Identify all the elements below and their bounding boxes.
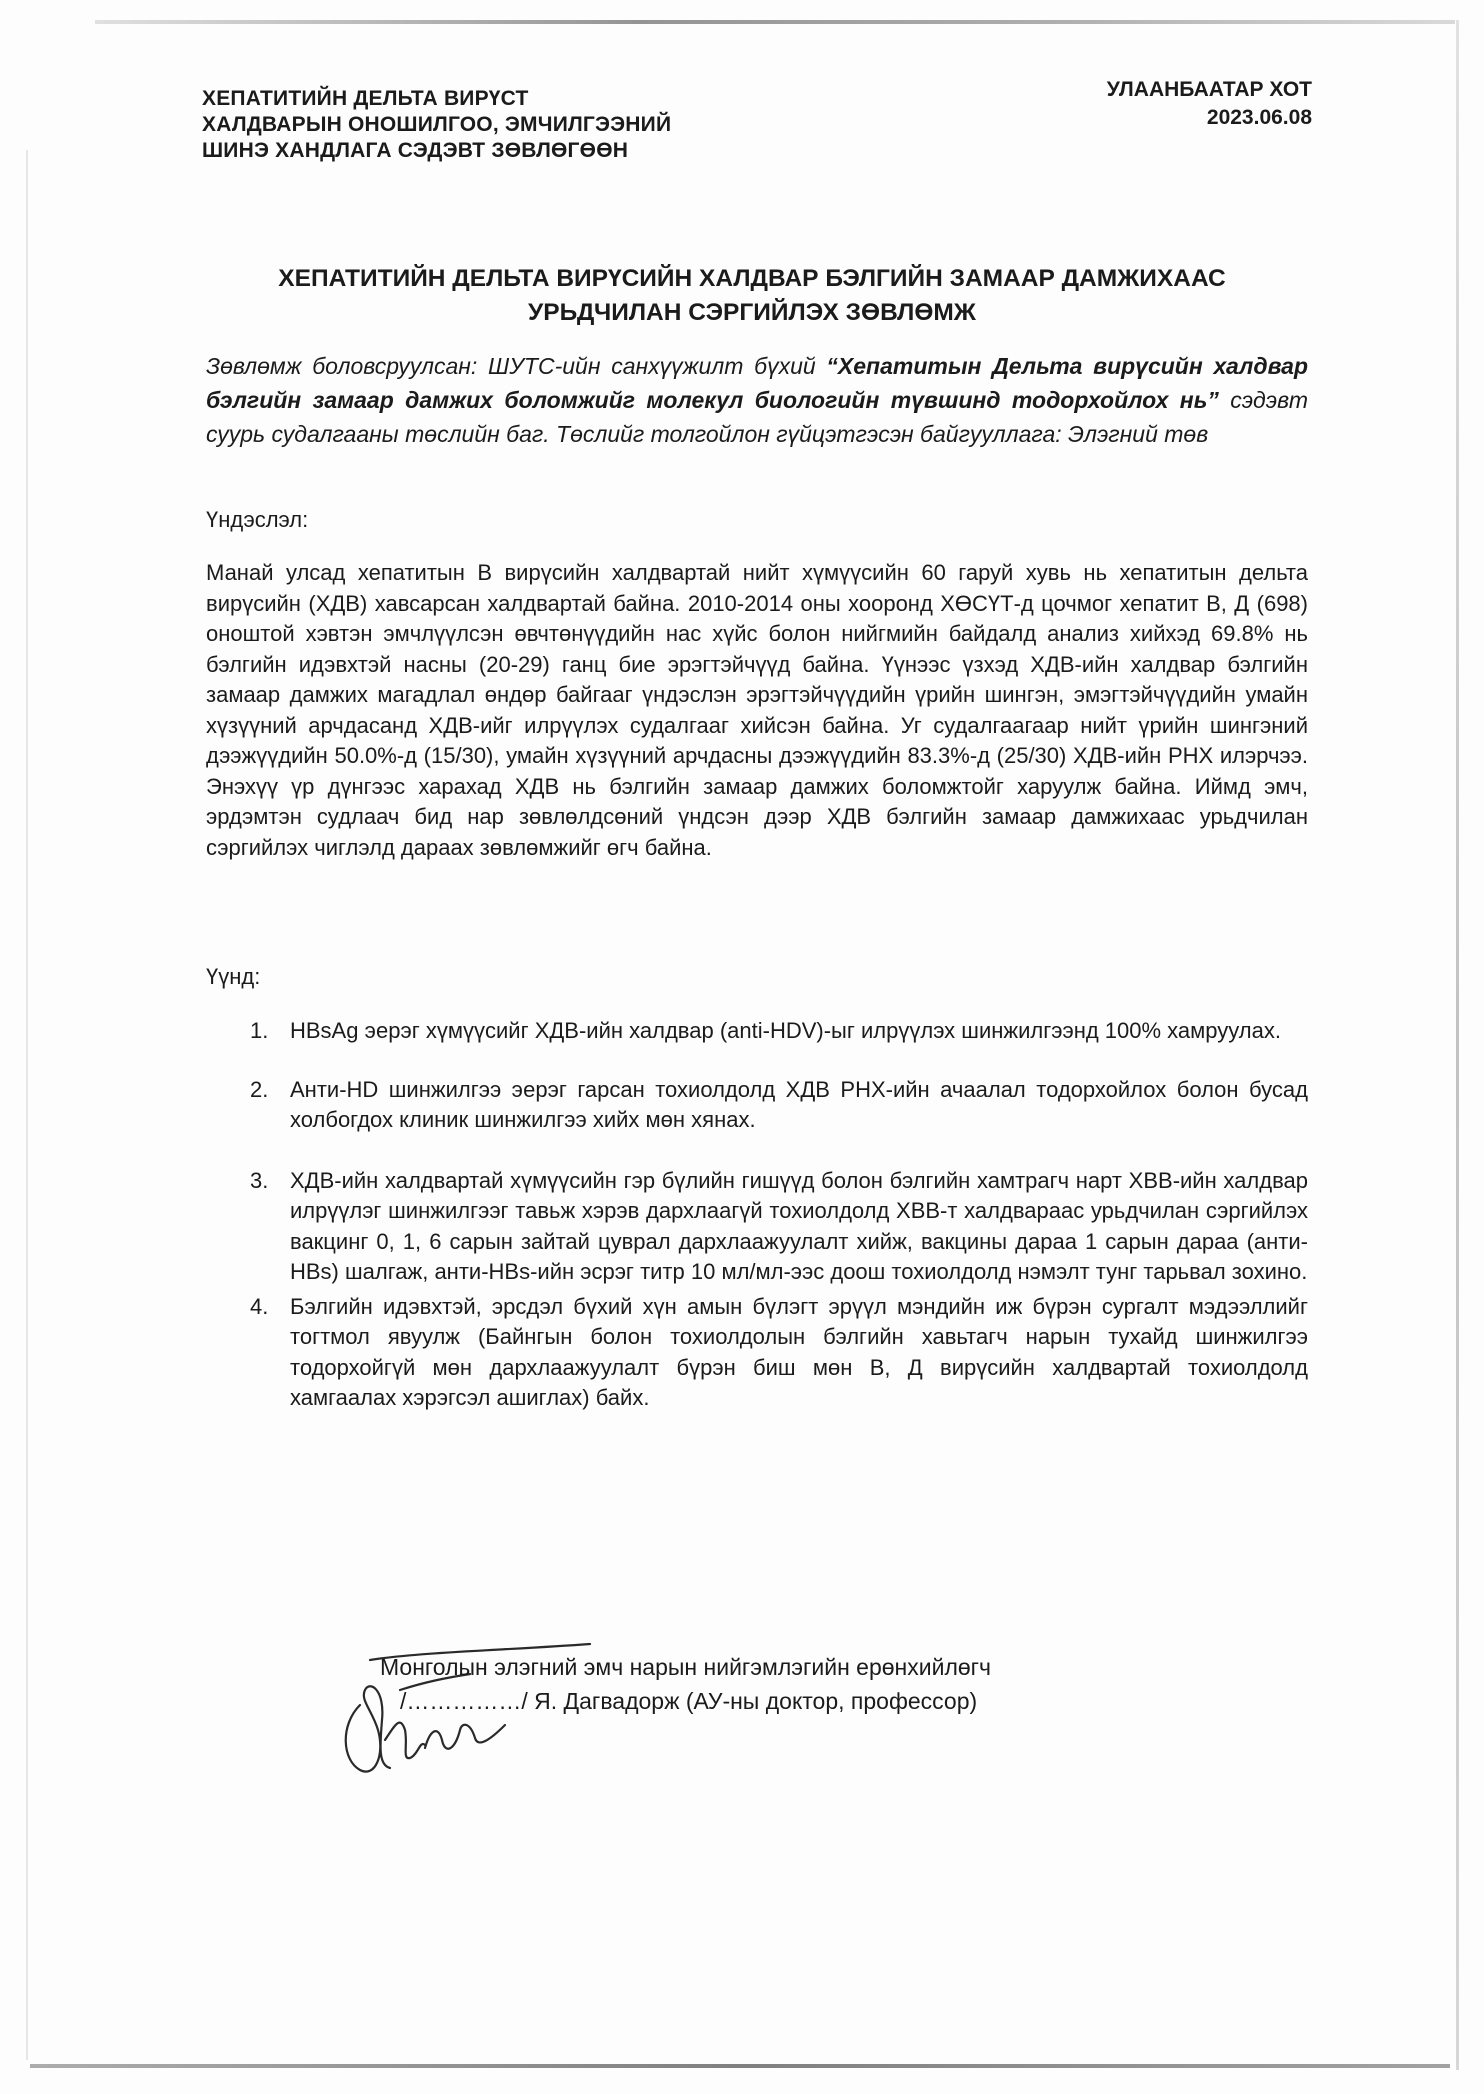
recommendations-list	[250, 1016, 1308, 1414]
org-line-1: ХЕПАТИТИЙН ДЕЛЬТА ВИРҮСТ	[202, 87, 529, 110]
signatory-name: /……………/ Я. Дагвадорж (АУ-ны доктор, профессор)	[400, 1688, 978, 1714]
title-line-1: ХЕПАТИТИЙН ДЕЛЬТА ВИРҮСИЙН ХАЛДВАР БЭЛГИЙН ЗАМААР ДАМЖИХААС	[278, 265, 1226, 292]
org-line-2: ХАЛДВАРЫН ОНОШИЛГОО, ЭМЧИЛГЭЭНИЙ	[202, 113, 672, 136]
item-text: ХДВ-ийн халдвартай хүмүүсийн гэр бүлийн гишүүд болон бэлгийн хамтрагч нарт ХВВ-ийн халдвар илрүүлэг шинжилгээг тавьж хэрэв дархлаагүй тохиолдолд ХВВ-т халдвараас урьдчилан сэргийлэх вакцинг 0, 1, 6 сарын зайтай цуврал дархлаажуулалт хийж, вакцины дараа 1 сарын дараа (анти-HBs) шалгаж, анти-HBs-ийн эсрэг титр 10 мл/мл-ээс доош тохиолдолд нэмэлт тунг тарьвал зохино.	[290, 1167, 1308, 1284]
signatory-title: Монголын элэгний эмч нарын нийгэмлэгийн ерөнхийлөгч	[380, 1654, 992, 1680]
signature-block	[380, 1650, 991, 1718]
list-item	[250, 1166, 1308, 1288]
scan-edge-left	[26, 150, 28, 2060]
item-text: Бэлгийн идэвхтэй, эрсдэл бүхий хүн амын бүлэгт эрүүл мэндийн иж бүрэн сургалт мэдээллийг тогтмол явуулж (Байнгын болон тохиолдолын бэлгийн хавьтагч нарын тухайд шинжилгээ тодорхойгүй мөн дархлаажуулалт бүрэн биш мөн В, Д вирүсийн халдвартай тохиолдолд хамгаалах хэрэгсэл ашиглах) байх.	[290, 1293, 1308, 1410]
authors-suffix: сэдэвт суурь судалгааны төслийн баг. Төслийг толгойлон гүйцэтгэсэн байгууллага: Элэгний төв	[206, 387, 1308, 447]
list-item	[250, 1075, 1308, 1136]
document-title	[200, 262, 1304, 330]
rationale-label: Үндэслэл:	[206, 507, 309, 532]
organization-header	[202, 86, 671, 164]
scan-edge-right	[1456, 20, 1459, 2070]
scan-edge-top	[95, 20, 1455, 24]
recommendations-label: Үүнд:	[206, 964, 261, 989]
list-item	[250, 1016, 1308, 1047]
item-number: 4.	[250, 1293, 269, 1319]
item-text: HBsAg эерэг хүмүүсийг ХДВ-ийн халдвар (anti-HDV)-ыг илрүүлэх шинжилгээнд 100% хамруулах.	[290, 1018, 1281, 1043]
title-line-2: УРЬДЧИЛАН СЭРГИЙЛЭХ ЗӨВЛӨМЖ	[528, 299, 976, 326]
project-title: “Хепатитын Дельта вирүсийн халдвар бэлгийн замаар дамжих боломжийг молекул биологийн түвшинд тодорхойлох нь”	[206, 353, 1308, 413]
rationale-paragraph: Манай улсад хепатитын В вирүсийн халдвартай нийт хүмүүсийн 60 гаруй хувь нь хепатитын дельта вирүсийн (ХДВ) хавсарсан халдвартай байна. 2010-2014 оны хооронд ХӨСҮТ-д цочмог хепатит В, Д (698) оноштой хэвтэн эмчлүүлсэн өвчтөнүүдийн нас хүйс болон нийгмийн байдалд анализ хийхэд 69.8% нь бэлгийн идэвхтэй насны (20-29) ганц бие эрэгтэйчүүд байна. Үүнээс үзхэд ХДВ-ийн халдвар бэлгийн замаар дамжих магадлал өндөр байгааг үндэслэн эрэгтэйчүүдийн үрийн шингэн, эмэгтэйчүүдийн умайн хүзүүний арчдасанд ХДВ-ийг илрүүлэх судалгааг хийсэн байна. Уг судалгаагаар нийт үрийн шингэний дээжүүдийн 50.0%-д (15/30), умайн хүзүүний арчдасны дээжүүдийн 83.3%-д (25/30) ХДВ-ийн РНХ илэрчээ. Энэхүү үр дүнгээс харахад ХДВ нь бэлгийн замаар дамжих боломжтойг харуулж байна. Иймд эмч, эрдэмтэн судлаач бид нар зөвлөлдсөний үндсэн дээр ХДВ бэлгийн замаар дамжихаас урьдчилан сэргийлэх чиглэлд дараах зөвлөмжийг өгч байна.	[206, 560, 1308, 860]
org-line-3: ШИНЭ ХАНДЛАГА СЭДЭВТ ЗӨВЛӨГӨӨН	[202, 139, 629, 162]
city: УЛААНБААТАР ХОТ	[1106, 78, 1312, 101]
item-number: 3.	[250, 1167, 269, 1193]
scan-edge-bottom	[30, 2064, 1450, 2068]
place-date-block	[1107, 76, 1312, 132]
item-text: Анти-HD шинжилгээ эерэг гарсан тохиолдолд ХДВ РНХ-ийн ачаалал тодорхойлох болон бусад холбогдох клиник шинжилгээ хийх мөн хянах.	[290, 1076, 1308, 1132]
authors-paragraph	[206, 349, 1308, 451]
authors-prefix: Зөвлөмж боловсруулсан: ШУТС-ийн санхүүжилт бүхий	[206, 353, 827, 379]
list-item	[250, 1292, 1308, 1414]
item-number: 2.	[250, 1076, 269, 1102]
date: 2023.06.08	[1206, 106, 1312, 129]
item-number: 1.	[250, 1018, 269, 1043]
